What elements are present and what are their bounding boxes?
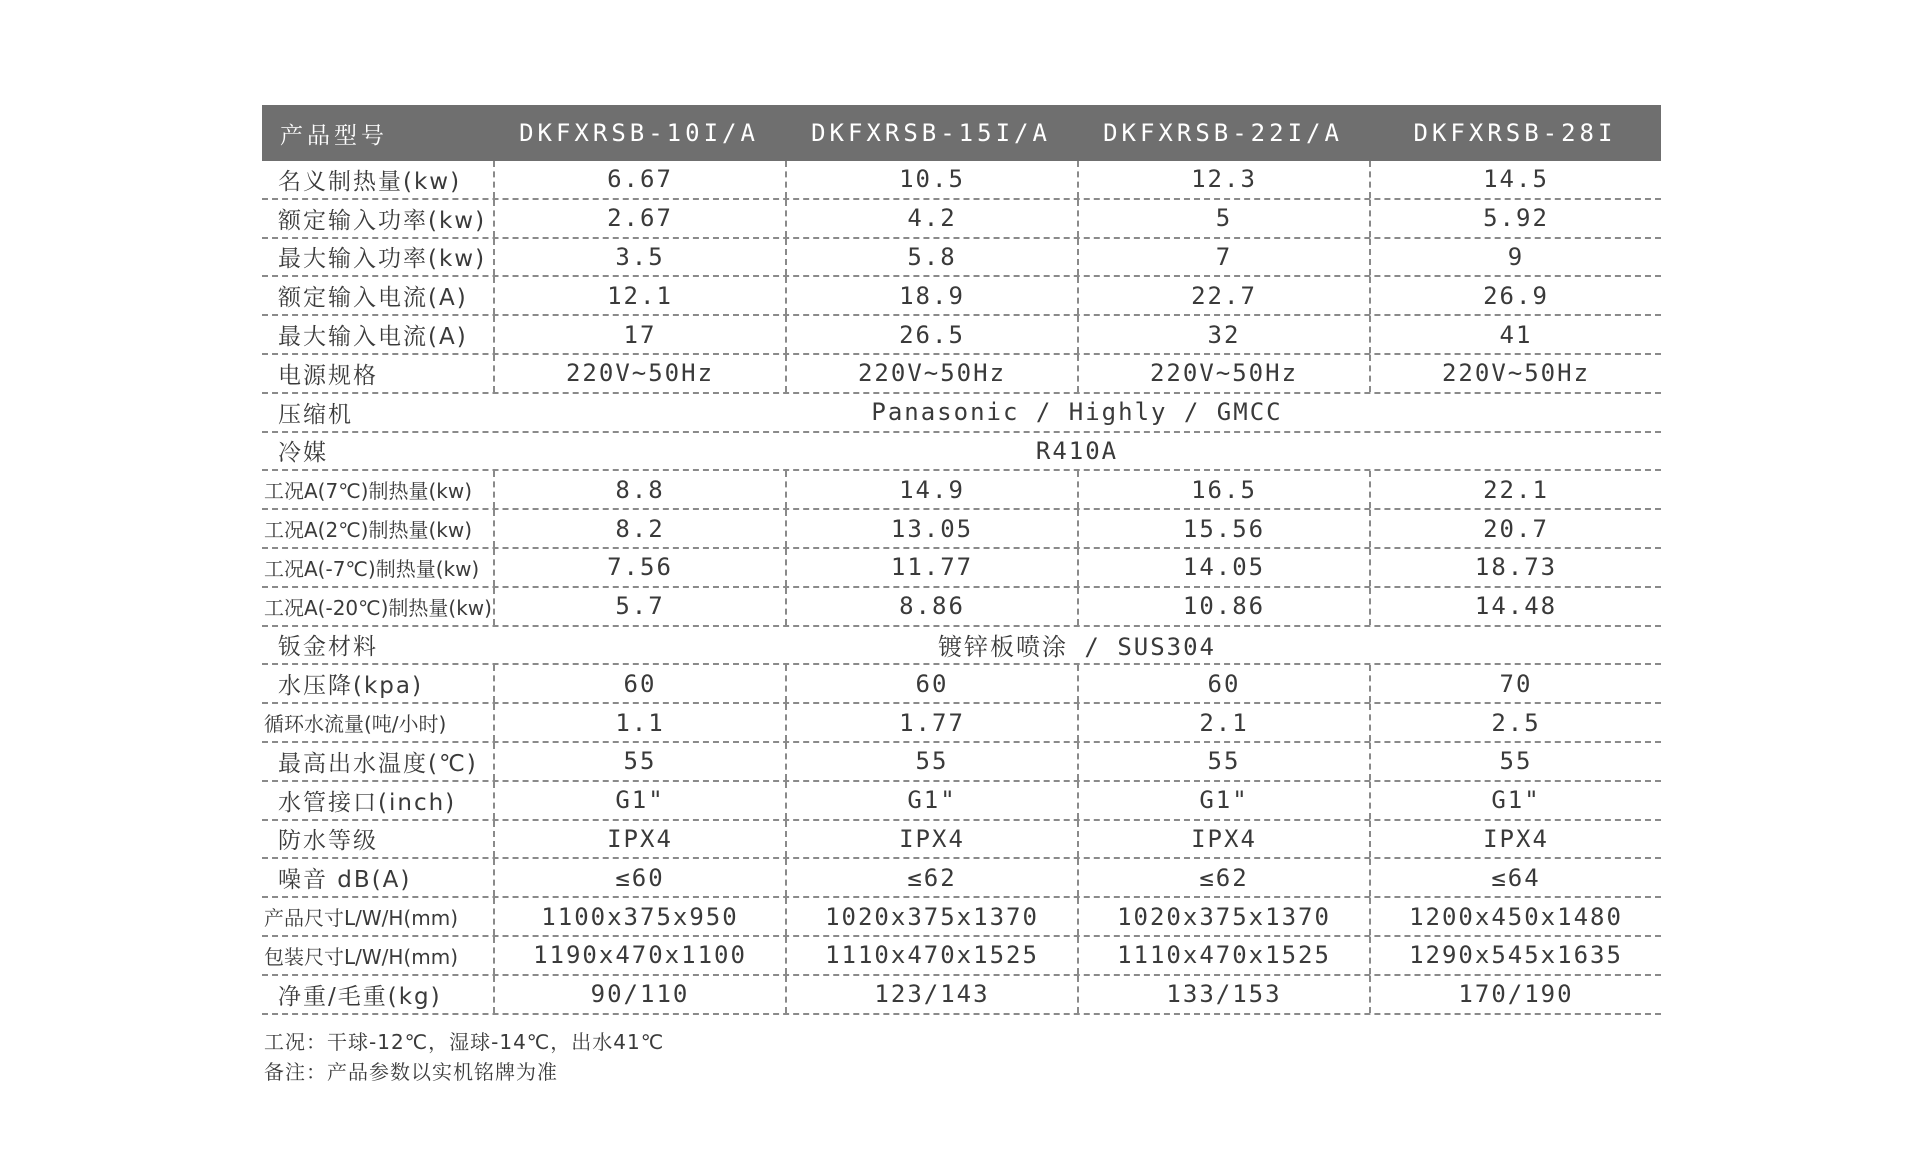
header-model-2: DKFXRSB-15I/A	[811, 119, 1051, 147]
row-value: 1020x375x1370	[1077, 898, 1369, 935]
table-row	[262, 704, 1661, 743]
table-body	[262, 161, 1661, 1015]
row-value: 1.77	[785, 704, 1077, 741]
row-value: 2.67	[493, 200, 785, 237]
row-label: 水压降(kpa)	[278, 673, 423, 700]
footnotes	[264, 1027, 1661, 1087]
table-row	[262, 277, 1661, 316]
row-value: IPX4	[493, 821, 785, 858]
note-remark: 备注：产品参数以实机铭牌为准	[264, 1059, 558, 1084]
row-value: 1190x470x1100	[493, 937, 785, 974]
row-value: 5	[1077, 200, 1369, 237]
table-row	[262, 200, 1661, 239]
row-label: 工况A(7℃)制热量(kw)	[264, 479, 473, 504]
row-value: 220V~50Hz	[493, 355, 785, 392]
row-value: 1200x450x1480	[1369, 898, 1661, 935]
table-row	[262, 588, 1661, 627]
row-value: 7	[1077, 239, 1369, 276]
row-value: 220V~50Hz	[1077, 355, 1369, 392]
header-model-1: DKFXRSB-10I/A	[519, 119, 759, 147]
row-value: 4.2	[785, 200, 1077, 237]
spec-sheet-content	[262, 105, 1661, 1087]
row-value: 14.9	[785, 471, 1077, 508]
row-value: 16.5	[1077, 471, 1369, 508]
row-value: 60	[493, 665, 785, 702]
row-value: 170/190	[1369, 976, 1661, 1013]
table-row	[262, 665, 1661, 704]
row-label: 工况A(-20℃)制热量(kw)	[264, 595, 492, 620]
row-value: 41	[1369, 316, 1661, 353]
spec-table	[262, 105, 1661, 1015]
row-label: 冷媒	[278, 440, 328, 467]
row-value: ≤62	[785, 859, 1077, 896]
table-row	[262, 161, 1661, 200]
row-value: ≤60	[493, 859, 785, 896]
row-value: G1"	[785, 782, 1077, 819]
row-label: 净重/毛重(kg)	[278, 983, 442, 1010]
table-row	[262, 821, 1661, 860]
row-label: 循环水流量(吨/小时)	[264, 712, 447, 737]
row-value: 7.56	[493, 549, 785, 586]
row-value: 220V~50Hz	[1369, 355, 1661, 392]
row-value: 1110x470x1525	[1077, 937, 1369, 974]
row-value: 14.48	[1369, 588, 1661, 625]
row-label: 电源规格	[278, 362, 378, 389]
row-label: 包装尺寸L/W/H(mm)	[264, 944, 459, 969]
row-value: 17	[493, 316, 785, 353]
table-row	[262, 859, 1661, 898]
table-row	[262, 316, 1661, 355]
row-value: 13.05	[785, 510, 1077, 547]
row-value: 10.5	[785, 161, 1077, 198]
row-value: G1"	[1369, 782, 1661, 819]
table-header-row	[262, 105, 1661, 161]
row-label: 钣金材料	[278, 634, 378, 661]
table-row	[262, 471, 1661, 510]
row-value: 133/153	[1077, 976, 1369, 1013]
row-value: 3.5	[493, 239, 785, 276]
row-label: 防水等级	[278, 828, 378, 855]
row-value: G1"	[1077, 782, 1369, 819]
row-value: 60	[1077, 665, 1369, 702]
row-value: 1290x545x1635	[1369, 937, 1661, 974]
row-value: 1020x375x1370	[785, 898, 1077, 935]
row-value: 26.5	[785, 316, 1077, 353]
header-product-model-label: 产品型号	[280, 122, 388, 149]
note-operating-condition: 工况：干球-12℃，湿球-14℃，出水41℃	[264, 1029, 665, 1054]
table-row	[262, 627, 1661, 666]
row-value: 2.1	[1077, 704, 1369, 741]
row-value: 5.8	[785, 239, 1077, 276]
row-span-value: Panasonic / Highly / GMCC	[871, 398, 1283, 427]
row-value: 32	[1077, 316, 1369, 353]
row-value: 14.05	[1077, 549, 1369, 586]
row-label: 压缩机	[278, 401, 353, 428]
table-row	[262, 937, 1661, 976]
row-value: IPX4	[1077, 821, 1369, 858]
header-model-4: DKFXRSB-28I	[1413, 119, 1617, 147]
table-row	[262, 743, 1661, 782]
table-row	[262, 898, 1661, 937]
row-label: 工况A(2℃)制热量(kw)	[264, 518, 473, 543]
row-value: 1100x375x950	[493, 898, 785, 935]
row-label: 名义制热量(kw)	[278, 168, 462, 195]
row-value: 220V~50Hz	[785, 355, 1077, 392]
table-row	[262, 239, 1661, 278]
row-value: 18.73	[1369, 549, 1661, 586]
row-label: 噪音 dB(A)	[278, 867, 412, 894]
row-value: 60	[785, 665, 1077, 702]
row-value: 15.56	[1077, 510, 1369, 547]
row-label: 产品尺寸L/W/H(mm)	[264, 906, 459, 931]
row-value: 5.92	[1369, 200, 1661, 237]
row-value: 12.1	[493, 277, 785, 314]
row-value: 6.67	[493, 161, 785, 198]
row-value: 90/110	[493, 976, 785, 1013]
row-value: 55	[1077, 743, 1369, 780]
row-value: 8.8	[493, 471, 785, 508]
row-label: 最高出水温度(℃)	[278, 750, 478, 777]
row-span-value: R410A	[1035, 436, 1119, 465]
row-value: 8.2	[493, 510, 785, 547]
table-row	[262, 976, 1661, 1015]
row-value: 1110x470x1525	[785, 937, 1077, 974]
row-value: 70	[1369, 665, 1661, 702]
row-value: 8.86	[785, 588, 1077, 625]
row-value: 1.1	[493, 704, 785, 741]
row-value: 22.1	[1369, 471, 1661, 508]
row-value: 12.3	[1077, 161, 1369, 198]
row-value: 5.7	[493, 588, 785, 625]
row-label: 额定输入功率(kw)	[278, 207, 487, 234]
row-value: 22.7	[1077, 277, 1369, 314]
row-value: 55	[1369, 743, 1661, 780]
header-model-3: DKFXRSB-22I/A	[1103, 119, 1343, 147]
row-value: 20.7	[1369, 510, 1661, 547]
row-value: 2.5	[1369, 704, 1661, 741]
row-value: G1"	[493, 782, 785, 819]
row-value: 18.9	[785, 277, 1077, 314]
row-label: 额定输入电流(A)	[278, 285, 468, 312]
row-span-value: 镀锌板喷涂 / SUS304	[937, 633, 1217, 662]
row-label: 工况A(-7℃)制热量(kw)	[264, 556, 480, 581]
table-row	[262, 394, 1661, 433]
row-label: 最大输入功率(kw)	[278, 246, 487, 273]
row-value: 11.77	[785, 549, 1077, 586]
row-value: 10.86	[1077, 588, 1369, 625]
row-label: 水管接口(inch)	[278, 789, 457, 816]
row-value: ≤64	[1369, 859, 1661, 896]
row-value: IPX4	[1369, 821, 1661, 858]
table-row	[262, 782, 1661, 821]
row-value: 14.5	[1369, 161, 1661, 198]
table-row	[262, 355, 1661, 394]
row-label: 最大输入电流(A)	[278, 324, 468, 351]
row-value: 26.9	[1369, 277, 1661, 314]
table-row	[262, 549, 1661, 588]
row-value: 55	[493, 743, 785, 780]
row-value: 9	[1369, 239, 1661, 276]
row-value: ≤62	[1077, 859, 1369, 896]
row-value: IPX4	[785, 821, 1077, 858]
row-value: 123/143	[785, 976, 1077, 1013]
table-row	[262, 433, 1661, 472]
table-row	[262, 510, 1661, 549]
row-value: 55	[785, 743, 1077, 780]
